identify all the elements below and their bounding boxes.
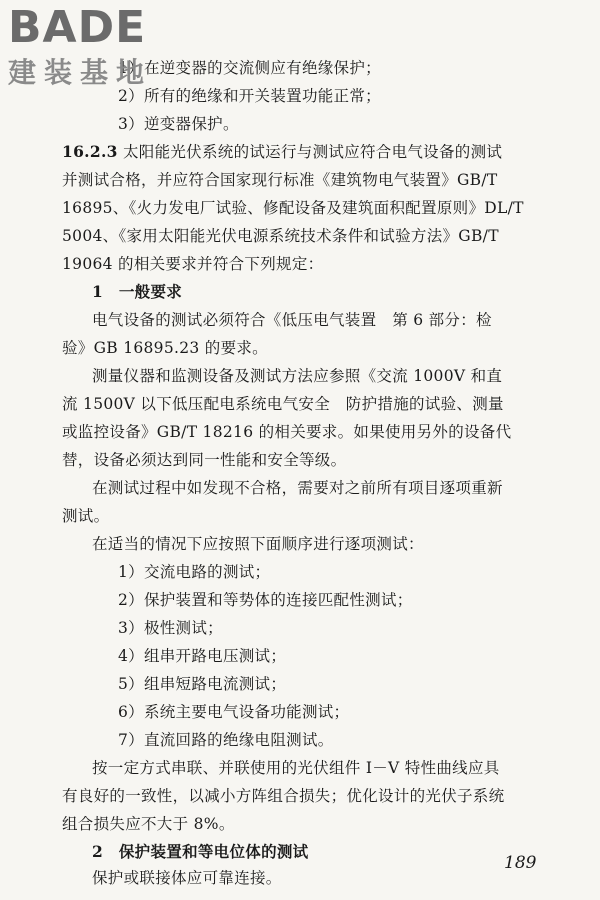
list-item: 2）保护装置和等势体的连接匹配性测试；: [118, 591, 413, 609]
list-item: 1）在逆变器的交流侧应有绝缘保护；: [118, 59, 381, 77]
clause-number: 16.2.3: [62, 142, 118, 161]
paragraph-line: 19064 的相关要求并符合下列规定：: [62, 255, 324, 273]
paragraph-line: 测量仪器和监测设备及测试方法应参照《交流 1000V 和直: [92, 367, 503, 385]
subsection-heading: 1 一般要求: [92, 282, 183, 301]
watermark-logo: [8, 4, 178, 94]
logo-chinese-text: 建装基地: [8, 56, 153, 89]
paragraph-line: 在测试过程中如发现不合格，需要对之前所有项目逐项重新: [92, 479, 503, 497]
paragraph-line: 并测试合格，并应符合国家现行标准《建筑物电气装置》GB/T: [62, 171, 498, 189]
list-item: 7）直流回路的绝缘电阻测试。: [118, 731, 334, 749]
paragraph-line: 或监控设备》GB/T 18216 的相关要求。如果使用另外的设备代: [62, 423, 512, 441]
page-number: 189: [504, 853, 537, 873]
clause-text: 太阳能光伏系统的试运行与测试应符合电气设备的测试: [122, 143, 503, 161]
paragraph-line: 在适当的情况下应按照下面顺序进行逐项测试：: [92, 535, 424, 553]
list-item: 5）组串短路电流测试；: [118, 675, 287, 693]
paragraph-line: 流 1500V 以下低压配电系统电气安全 防护措施的试验、测量: [62, 395, 504, 413]
list-item: 4）组串开路电压测试；: [118, 647, 287, 665]
list-item: 3）逆变器保护。: [118, 115, 239, 133]
clause-line: [62, 142, 502, 162]
paragraph-line: 16895、《火力发电厂试验、修配设备及建筑面积配置原则》DL/T: [62, 199, 524, 217]
list-item: 2）所有的绝缘和开关装置功能正常；: [118, 87, 381, 105]
paragraph-line: 替，设备必须达到同一性能和安全等级。: [62, 451, 347, 469]
list-item: 6）系统主要电气设备功能测试；: [118, 703, 350, 721]
paragraph-line: 测试。: [62, 507, 110, 525]
paragraph-line: 验》GB 16895.23 的要求。: [62, 339, 268, 357]
list-item: 3）极性测试；: [118, 619, 223, 637]
logo-latin-text: BADE: [8, 2, 147, 53]
paragraph-line: 5004、《家用太阳能光伏电源系统技术条件和试验方法》GB/T: [62, 227, 499, 245]
paragraph-line: 有良好的一致性，以减小方阵组合损失；优化设计的光伏子系统: [62, 787, 505, 805]
paragraph-line: 保护或联接体应可靠连接。: [92, 869, 282, 887]
paragraph-line: 组合损失应不大于 8%。: [62, 815, 235, 833]
subsection-heading: 2 保护装置和等电位体的测试: [92, 842, 309, 861]
list-item: 1）交流电路的测试；: [118, 563, 271, 581]
paragraph-line: 电气设备的测试必须符合《低压电气装置 第 6 部分：检: [92, 311, 492, 329]
paragraph-line: 按一定方式串联、并联使用的光伏组件 I－V 特性曲线应具: [92, 759, 500, 777]
